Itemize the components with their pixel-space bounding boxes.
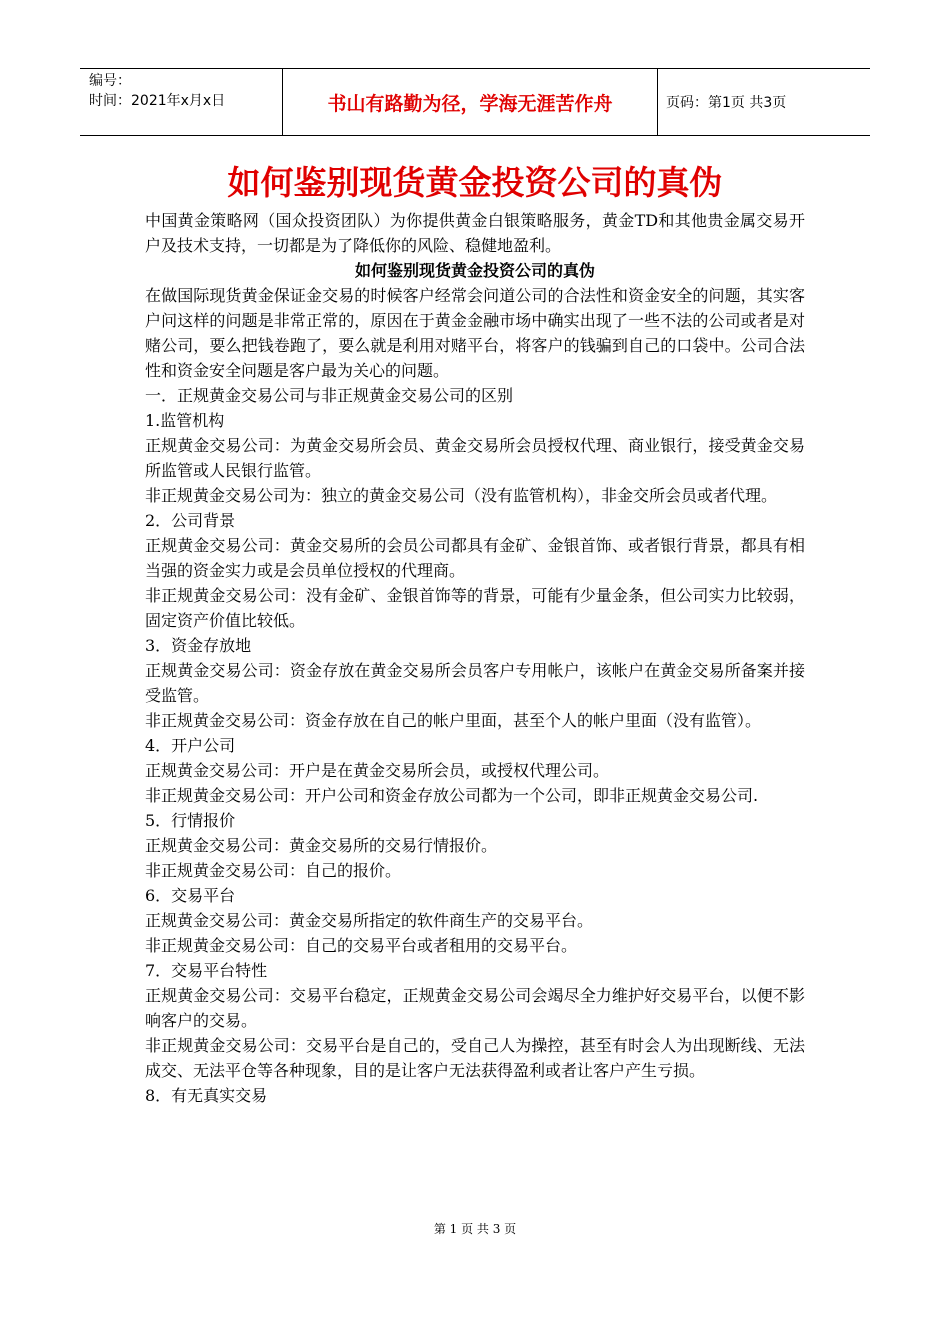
- paragraph: 非正规黄金交易公司：没有金矿、金银首饰等的背景，可能有少量金条，但公司实力比较弱，固定资产价值比较低。: [145, 586, 805, 630]
- paragraph: 正规黄金交易公司：黄金交易所指定的软件商生产的交易平台。: [145, 911, 594, 930]
- header-page-info: 页码：第1页 共3页: [666, 95, 787, 111]
- paragraph: 2．公司背景: [145, 511, 236, 530]
- paragraph: 非正规黄金交易公司为：独立的黄金交易公司（没有监管机构），非金交所会员或者代理。: [145, 486, 778, 505]
- paragraph: 正规黄金交易公司：黄金交易所的会员公司都具有金矿、金银首饰、或者银行背景，都具有相当强的资金实力或是会员单位授权的代理商。: [145, 536, 805, 580]
- paragraph: 1.监管机构: [145, 411, 225, 430]
- paragraph: 正规黄金交易公司：开户是在黄金交易所会员，或授权代理公司。: [145, 761, 610, 780]
- paragraph: 中国黄金策略网（国众投资团队）为你提供黄金白银策略服务，黄金TD和其他贵金属交易开户及技术支持，一切都是为了降低你的风险、稳健地盈利。: [145, 211, 805, 255]
- paragraph: 正规黄金交易公司：交易平台稳定，正规黄金交易公司会竭尽全力维护好交易平台，以便不影响客户的交易。: [145, 986, 805, 1030]
- paragraph: 4．开户公司: [145, 736, 236, 755]
- header-meta: [80, 69, 282, 135]
- paragraph: 非正规黄金交易公司：自己的报价。: [145, 861, 402, 880]
- paragraph: 7．交易平台特性: [145, 961, 268, 980]
- page-footer: 第 1 页 共 3 页: [433, 1222, 517, 1236]
- paragraph: 8．有无真实交易: [145, 1086, 268, 1105]
- time-label: 时间：2021年x月x日: [89, 93, 226, 109]
- subtitle: 如何鉴别现货黄金投资公司的真伪: [354, 261, 595, 280]
- paragraph: 正规黄金交易公司：为黄金交易所会员、黄金交易所会员授权代理、商业银行，接受黄金交易所监管或人民银行监管。: [145, 436, 805, 480]
- paragraph: 非正规黄金交易公司：自己的交易平台或者租用的交易平台。: [145, 936, 578, 955]
- header-table: [80, 68, 870, 136]
- paragraph: 6．交易平台: [145, 886, 236, 905]
- header-motto: 书山有路勤为径，学海无涯苦作舟: [282, 69, 658, 135]
- paragraph: 正规黄金交易公司：资金存放在黄金交易所会员客户专用帐户，该帐户在黄金交易所备案并接受监管。: [145, 661, 805, 705]
- document-title: 如何鉴别现货黄金投资公司的真伪: [227, 163, 723, 202]
- paragraph: 非正规黄金交易公司：交易平台是自己的，受自己人为操控，甚至有时会人为出现断线、无法成交、无法平仓等各种现象，目的是让客户无法获得盈利或者让客户产生亏损。: [145, 1036, 805, 1080]
- paragraph: 非正规黄金交易公司：开户公司和资金存放公司都为一个公司，即非正规黄金交易公司.: [145, 786, 759, 805]
- paragraph: 在做国际现货黄金保证金交易的时候客户经常会问道公司的合法性和资金安全的问题，其实客户问这样的问题是非常正常的，原因在于黄金金融市场中确实出现了一些不法的公司或者是对赌公司，要么把钱卷跑了，要么就是利用对赌平台，将客户的钱骗到自己的口袋中。公司合法性和资金安全问题是客户最为关心的问题。: [145, 286, 805, 380]
- paragraph: 一．正规黄金交易公司与非正规黄金交易公司的区别: [145, 386, 514, 405]
- paragraph: 3．资金存放地: [145, 636, 252, 655]
- paragraph: 非正规黄金交易公司：资金存放在自己的帐户里面，甚至个人的帐户里面（没有监管）。: [145, 711, 762, 730]
- document-body: [145, 208, 805, 1108]
- number-label: 编号：: [89, 73, 131, 89]
- paragraph: 5．行情报价: [145, 811, 236, 830]
- paragraph: 正规黄金交易公司：黄金交易所的交易行情报价。: [145, 836, 498, 855]
